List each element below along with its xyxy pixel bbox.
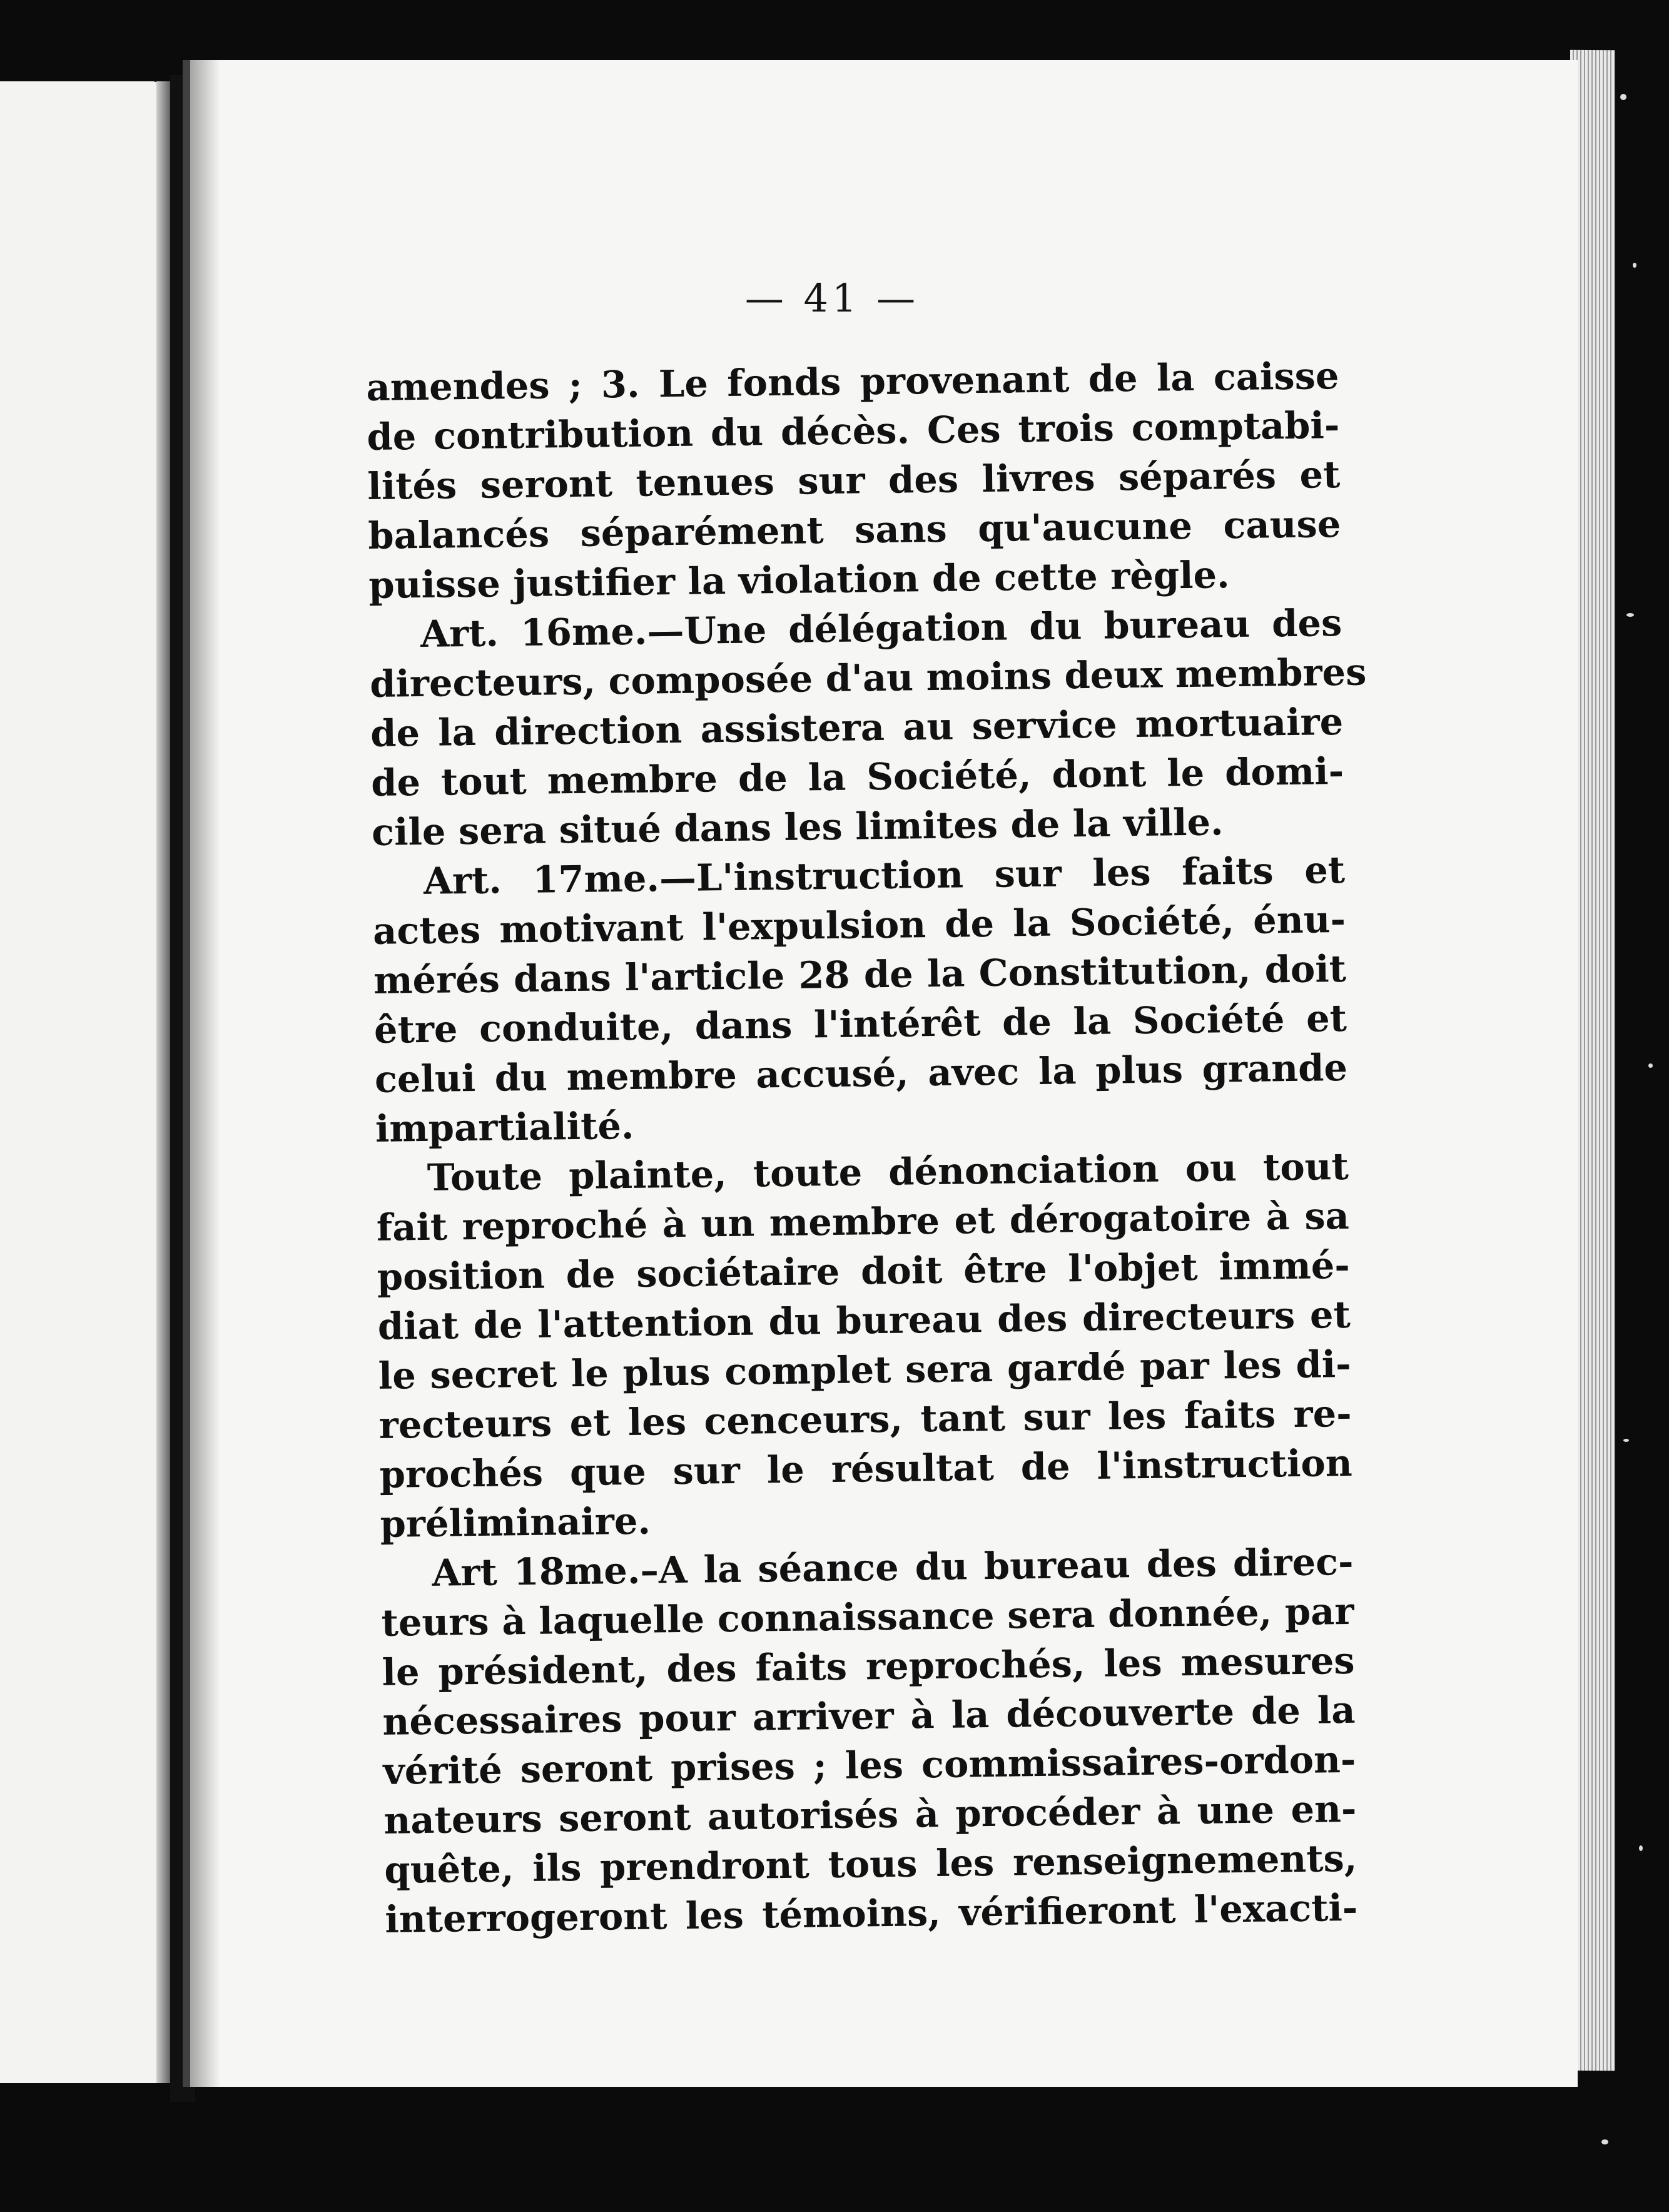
- text-line: préliminaire.: [380, 1499, 651, 1546]
- text-line: actes motivant l'expulsion de la Société, énu-: [372, 897, 1346, 953]
- text-line: amendes ; 3. Le fonds provenant de la caisse: [366, 354, 1339, 409]
- paragraph-first-line: Toute plainte, toute dénonciation ou tout: [427, 1144, 1349, 1199]
- text-line: quête, ils prendront tous les renseignements,: [384, 1836, 1357, 1892]
- scan-speck: [1648, 1063, 1653, 1068]
- text-line: teurs à laquelle connaissance sera donnée, par: [381, 1589, 1354, 1645]
- text-line: nateurs seront autorisés à procéder à une en-: [383, 1787, 1357, 1842]
- text-line: directeurs, composée d'au moins deux membres: [369, 650, 1367, 706]
- scan-speck: [1620, 94, 1626, 100]
- text-line: interrogeront les témoins, vérifieront l'exacti-: [384, 1885, 1358, 1941]
- scan-speck: [1626, 613, 1634, 617]
- page-shadow: [183, 60, 220, 2087]
- article-17-heading-line: Art. 17me.—L'instruction sur les faits et: [423, 848, 1346, 903]
- text-line: puisse justifier la violation de cette règle.: [368, 553, 1230, 607]
- text-line: de la direction assistera au service mortuaire: [370, 699, 1344, 755]
- text-line: prochés que sur le résultat de l'instruction: [379, 1441, 1353, 1496]
- scan-speck: [1633, 263, 1636, 268]
- page-number: — 41 —: [744, 275, 920, 321]
- text-line: cile sera situé dans les limites de la ville.: [371, 800, 1224, 854]
- text-line: le secret le plus complet sera gardé par les di-: [378, 1342, 1352, 1398]
- text-line: nécessaires pour arriver à la découverte de la: [382, 1688, 1356, 1743]
- text-line: lités seront tenues sur des livres séparés et: [367, 452, 1341, 508]
- article-16-heading-line: Art. 16me.—Une délégation du bureau des: [420, 601, 1342, 656]
- text-line: celui du membre accusé, avec la plus grande: [374, 1045, 1348, 1101]
- body-text: [366, 351, 1367, 1944]
- text-line: balancés séparément sans qu'aucune cause: [367, 502, 1341, 557]
- text-line: position de sociétaire doit être l'objet immé-: [377, 1243, 1351, 1299]
- text-line: de contribution du décès. Ces trois comptabi-: [367, 403, 1340, 459]
- scan-speck: [1601, 2139, 1608, 2144]
- text-line: recteurs et les cenceurs, tant sur les faits re-: [378, 1391, 1352, 1447]
- text-line: vérité seront prises ; les commissaires-ordon-: [383, 1737, 1356, 1793]
- text-line: de tout membre de la Société, dont le domi-: [370, 749, 1344, 804]
- text-line: fait reproché à un membre et dérogatoire à sa: [376, 1194, 1350, 1249]
- text-line: le président, des faits reprochés, les mesures: [382, 1638, 1355, 1694]
- scan-speck: [1623, 1439, 1629, 1442]
- text-line: être conduite, dans l'intérêt de la Société et: [373, 996, 1347, 1052]
- article-18-heading-line: Art 18me.–A la séance du bureau des direc-: [432, 1540, 1354, 1595]
- text-line: impartialité.: [375, 1103, 634, 1150]
- scan-speck: [1639, 1845, 1643, 1851]
- text-line: diat de l'attention du bureau des directeurs et: [377, 1292, 1351, 1348]
- facing-page: [0, 81, 161, 2083]
- text-line: mérés dans l'article 28 de la Constitution, doit: [373, 946, 1347, 1002]
